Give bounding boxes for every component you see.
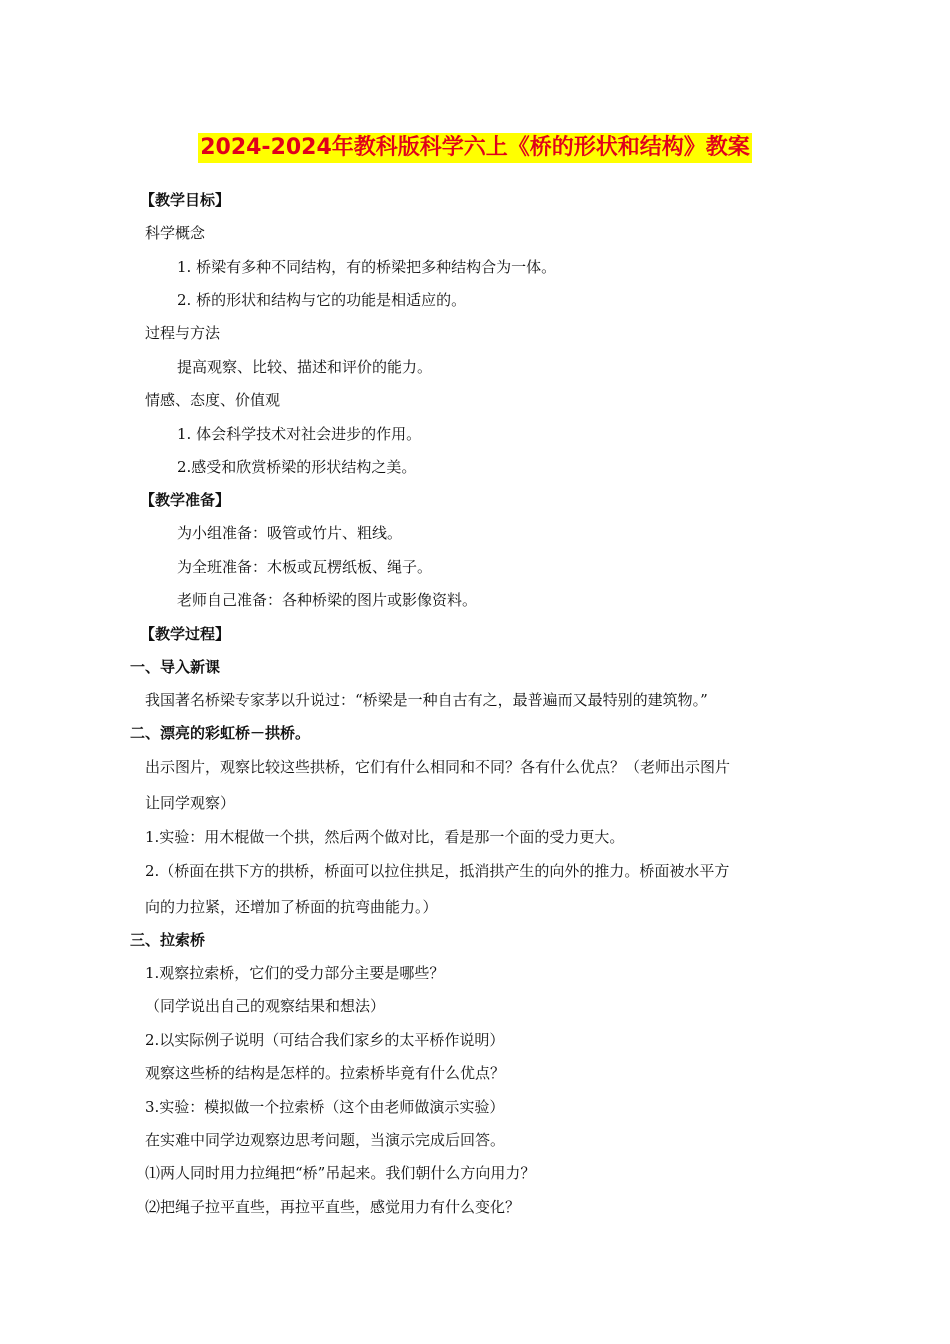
process-method-heading: 过程与方法 — [145, 324, 221, 342]
emotion-heading: 情感、态度、价值观 — [145, 391, 281, 409]
prep-class: 为全班准备：木板或瓦楞纸板、绳子。 — [177, 558, 433, 576]
section-1-paragraph: 我国著名桥梁专家茅以升说过：“桥梁是一种自古有之，最普遍而又最特别的建筑物。” — [145, 691, 708, 709]
section-2-paragraph-1b: 让同学观察） — [145, 794, 236, 812]
section-3-paragraph-6: 在实难中同学边观察边思考问题，当演示完成后回答。 — [145, 1131, 506, 1149]
section-2-paragraph-1a: 出示图片，观察比较这些拱桥，它们有什么相同和不同？各有什么优点？（老师出示图片 — [145, 758, 731, 776]
process-heading: 【教学过程】 — [140, 625, 231, 643]
section-3-paragraph-1: 1.观察拉索桥，它们的受力部分主要是哪些？ — [145, 964, 445, 982]
concept-heading: 科学概念 — [145, 224, 206, 242]
section-1-heading: 一、导入新课 — [130, 658, 221, 676]
emotion-item-2: 2.感受和欣赏桥梁的形状结构之美。 — [177, 458, 417, 476]
process-method-item-1: 提高观察、比较、描述和评价的能力。 — [177, 358, 433, 376]
section-2-paragraph-3b: 向的力拉紧，还增加了桥面的抗弯曲能力。） — [145, 898, 438, 916]
concept-item-1: 1. 桥梁有多种不同结构，有的桥梁把多种结构合为一体。 — [177, 258, 557, 276]
section-3-paragraph-4: 观察这些桥的结构是怎样的。拉索桥毕竟有什么优点？ — [145, 1064, 506, 1082]
concept-item-2: 2. 桥的形状和结构与它的功能是相适应的。 — [177, 291, 467, 309]
prep-heading: 【教学准备】 — [140, 491, 231, 509]
section-3-paragraph-3: 2.以实际例子说明（可结合我们家乡的太平桥作说明） — [145, 1031, 505, 1049]
prep-teacher: 老师自己准备：各种桥梁的图片或影像资料。 — [177, 591, 478, 609]
section-3-paragraph-8: ⑵把绳子拉平直些，再拉平直些，感觉用力有什么变化？ — [145, 1198, 521, 1216]
section-3-paragraph-2: （同学说出自己的观察结果和想法） — [145, 997, 386, 1015]
emotion-item-1: 1. 体会科学技术对社会进步的作用。 — [177, 425, 422, 443]
section-3-paragraph-5: 3.实验：模拟做一个拉索桥（这个由老师做演示实验） — [145, 1098, 505, 1116]
section-2-paragraph-2: 1.实验：用木棍做一个拱，然后两个做对比，看是那一个面的受力更大。 — [145, 828, 625, 846]
section-3-heading: 三、拉索桥 — [130, 931, 206, 949]
prep-group: 为小组准备：吸管或竹片、粗线。 — [177, 524, 403, 542]
goal-heading: 【教学目标】 — [140, 191, 231, 209]
section-2-heading: 二、漂亮的彩虹桥－拱桥。 — [130, 724, 311, 742]
page-title: 2024-2024年教科版科学六上《桥的形状和结构》教案 — [198, 133, 752, 163]
section-3-paragraph-7: ⑴两人同时用力拉绳把“桥”吊起来。我们朝什么方向用力？ — [145, 1164, 536, 1182]
title-wrapper — [0, 133, 950, 163]
section-2-paragraph-3a: 2.（桥面在拱下方的拱桥，桥面可以拉住拱足，抵消拱产生的向外的推力。桥面被水平方 — [145, 862, 730, 880]
